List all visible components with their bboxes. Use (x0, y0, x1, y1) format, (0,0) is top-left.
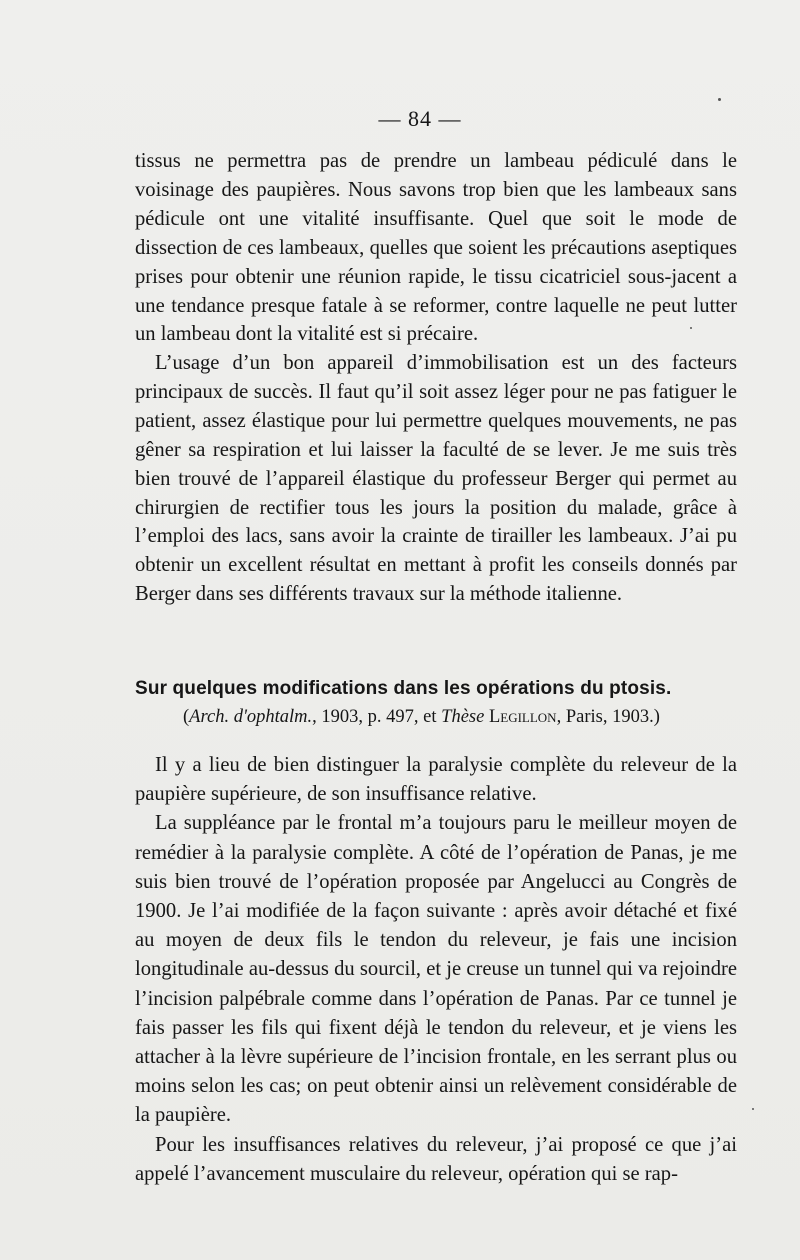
citation-thesis: Thèse (441, 707, 485, 727)
paragraph-insuffisances: Pour les insuffisances relatives du releveur, j’ai proposé ce que j’ai appelé l’avancement musculaire du releveur, opération qui se rap- (135, 1133, 737, 1185)
citation-place: , Paris, 1903.) (556, 707, 660, 727)
text-block-ptosis (135, 751, 737, 1189)
citation-author: Legillon (488, 707, 557, 727)
section-citation (183, 707, 743, 728)
text-block-immobilisation (135, 349, 737, 609)
paper-speck (718, 98, 721, 101)
paragraph-continuation: tissus ne permettra pas de prendre un lambeau pédiculé dans le voisinage des paupières. Nous savons trop bien que les lambeaux sans pédicule ont une vitalité insuffisante. Quel que soit le mode de dissection de ces lambeaux, quelles que soient les précautions aseptiques prises pour obtenir une réunion rapide, le tissu cicatriciel sous-jacent a une tendance presque fatale à se reformer, contre laquelle ne peut lutter un lambeau dont la vitalité est si précaire. (135, 150, 737, 346)
paragraph-immobilisation: L’usage d’un bon appareil d’immobilisation est un des facteurs principaux de succès. Il faut qu’il soit assez léger pour ne pas fatiguer le patient, assez élastique pour lui permettre quelques mouvements, ne pas gêner sa respiration et lui laisser la faculté de se lever. Je me suis très bien trouvé de l’appareil élastique du professeur Berger qui permet au chirurgien de rectifier tous les jours la position du malade, grâce à l’emploi des lacs, sans avoir la crainte de tirailler les lambeaux. J’ai pu obtenir un excellent résultat en mettant à profit les conseils donnés par Berger dans ses différents travaux sur la méthode italienne. (135, 352, 737, 606)
text-block-continuation (135, 147, 737, 349)
paper-speck (752, 1108, 754, 1110)
paper-speck (690, 327, 692, 329)
citation-journal: Arch. d'ophtalm. (189, 707, 313, 727)
citation-details: , 1903, p. 497, et (312, 707, 442, 727)
citation-open: ( (183, 707, 190, 727)
paragraph-distinction: Il y a lieu de bien distinguer la paralysie complète du releveur de la paupière supérieure, de son insuffisance relative. (135, 754, 737, 806)
page-number: — 84 — (378, 106, 462, 131)
paragraph-suppleance: La suppléance par le frontal m’a toujours paru le meilleur moyen de remédier à la paralysie complète. A côté de l’opération de Panas, je me suis bien trouvé de l’opération proposée par Angelucci au Congrès de 1900. Je l’ai modifiée de la façon suivante : après avoir détaché et fixé au moyen de deux fils le tendon du releveur, je fais une incision longitudinale au-dessus du sourcil, et je creuse un tunnel qui va rejoindre l’incision palpébrale comme dans l’opération de Panas. Par ce tunnel je fais passer les fils qui fixent déjà le tendon du releveur, et je viens les attacher à la lèvre supérieure de l’incision frontale, en les serrant plus ou moins selon les cas; on peut obtenir ainsi un relèvement considérable de la paupière. (135, 812, 737, 1127)
section-heading: Sur quelques modifications dans les opérations du ptosis. (135, 678, 672, 699)
